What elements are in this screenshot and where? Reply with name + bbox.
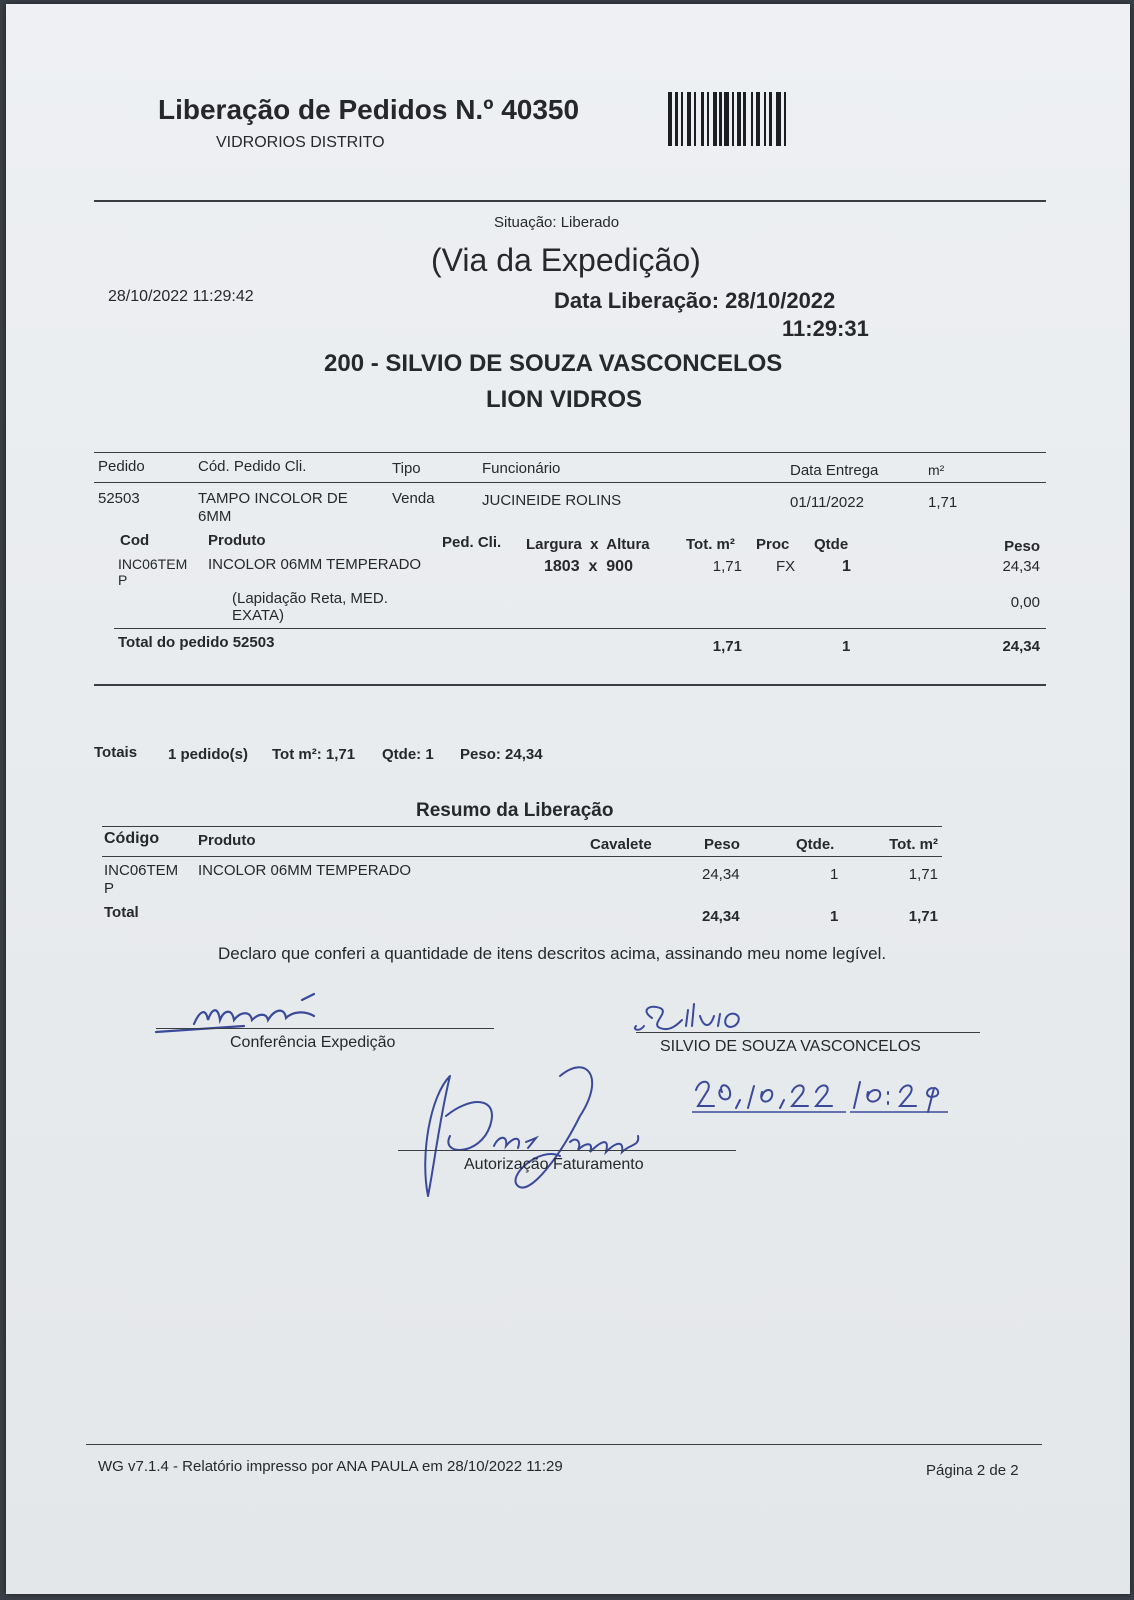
conferencia-label: Conferência Expedição bbox=[230, 1034, 396, 1051]
printed-timestamp: 28/10/2022 11:29:42 bbox=[108, 288, 254, 305]
order-table-top-border bbox=[94, 452, 1046, 453]
header-divider bbox=[94, 200, 1046, 202]
resumo-header-cavalete: Cavalete bbox=[590, 836, 652, 853]
resumo-header-border bbox=[102, 856, 942, 857]
report-title: Liberação de Pedidos N.º 40350 bbox=[158, 94, 580, 125]
totais-qtde: Qtde: 1 bbox=[382, 746, 434, 763]
resumo-qtde: 1 bbox=[830, 866, 839, 883]
order-data-entrega: 01/11/2022 bbox=[790, 494, 864, 511]
col-header-m2: m² bbox=[928, 462, 945, 478]
order-section-divider bbox=[94, 684, 1046, 686]
item-qtde: 1 bbox=[842, 558, 851, 575]
item-header-cod: Cod bbox=[120, 532, 150, 549]
order-total-qtde: 1 bbox=[842, 638, 851, 655]
order-table-header-border bbox=[94, 482, 1046, 483]
footer-page-number: Página 2 de 2 bbox=[926, 1462, 1019, 1479]
resumo-peso: 24,34 bbox=[702, 866, 740, 883]
autorizacao-label: Autorização Faturamento bbox=[464, 1156, 644, 1173]
resumo-header-produto: Produto bbox=[198, 832, 256, 849]
autorizacao-signature bbox=[410, 1056, 650, 1206]
order-funcionario: JUCINEIDE ROLINS bbox=[482, 492, 622, 509]
col-header-funcionario: Funcionário bbox=[482, 460, 561, 477]
totais-label: Totais bbox=[94, 744, 138, 761]
handwritten-date bbox=[688, 1068, 968, 1118]
data-liberacao: Data Liberação: 28/10/2022 bbox=[554, 288, 836, 313]
resumo-tot-m2: 1,71 bbox=[908, 866, 938, 883]
item-cod-cont: P bbox=[118, 572, 128, 588]
order-cod-pedido-cli-cont: 6MM bbox=[198, 508, 232, 525]
col-header-cod-pedido-cli: Cód. Pedido Cli. bbox=[198, 458, 307, 475]
item-sub-description-cont: EXATA) bbox=[232, 607, 284, 624]
item-sub-peso: 0,00 bbox=[1010, 594, 1040, 611]
declaration-text: Declaro que conferi a quantidade de itens descritos acima, assinando meu nome legível. bbox=[218, 944, 887, 963]
report-page bbox=[6, 4, 1130, 1594]
col-header-data-entrega: Data Entrega bbox=[790, 462, 879, 479]
resumo-total-label: Total bbox=[104, 904, 139, 921]
item-header-peso: Peso bbox=[1004, 538, 1040, 555]
item-sub-description: (Lapidação Reta, MED. bbox=[232, 590, 388, 607]
resumo-header-codigo: Código bbox=[104, 830, 160, 847]
order-tipo: Venda bbox=[392, 490, 435, 507]
footer-printed-by: WG v7.1.4 - Relatório impresso por ANA PAULA em 28/10/2022 11:29 bbox=[98, 1458, 563, 1475]
data-liberacao-time: 11:29:31 bbox=[782, 316, 869, 341]
item-header-produto: Produto bbox=[208, 532, 266, 549]
resumo-header-tot-m2: Tot. m² bbox=[889, 836, 938, 853]
totais-tot-m2: Tot m²: 1,71 bbox=[272, 746, 356, 763]
resumo-top-border bbox=[102, 826, 942, 827]
client-line bbox=[636, 1032, 980, 1033]
item-peso: 24,34 bbox=[1002, 558, 1040, 575]
resumo-title: Resumo da Liberação bbox=[416, 800, 614, 821]
order-cod-pedido-cli: TAMPO INCOLOR DE bbox=[198, 490, 348, 507]
item-produto: INCOLOR 06MM TEMPERADO bbox=[208, 556, 422, 573]
client-name: 200 - SILVIO DE SOUZA VASCONCELOS bbox=[324, 350, 783, 377]
conferencia-line bbox=[156, 1028, 494, 1029]
resumo-total-tot-m2: 1,71 bbox=[908, 908, 938, 925]
item-proc: FX bbox=[776, 558, 796, 575]
item-header-ped-cli: Ped. Cli. bbox=[442, 534, 502, 551]
resumo-header-qtde: Qtde. bbox=[796, 836, 835, 853]
resumo-codigo: INC06TEM bbox=[104, 862, 179, 879]
order-total-peso: 24,34 bbox=[1002, 638, 1040, 655]
footer-divider bbox=[86, 1444, 1042, 1445]
order-pedido: 52503 bbox=[98, 490, 140, 507]
item-largura-altura: 1803 x 900 bbox=[544, 558, 633, 575]
barcode-image bbox=[668, 92, 840, 146]
autorizacao-line bbox=[398, 1150, 736, 1151]
via-title: (Via da Expedição) bbox=[431, 242, 701, 278]
order-total-tot-m2: 1,71 bbox=[712, 638, 742, 655]
resumo-produto: INCOLOR 06MM TEMPERADO bbox=[198, 862, 412, 879]
order-total-label: Total do pedido 52503 bbox=[118, 634, 275, 651]
client-company: LION VIDROS bbox=[486, 386, 643, 413]
item-header-proc: Proc bbox=[756, 536, 790, 553]
totais-pedidos: 1 pedido(s) bbox=[168, 746, 249, 763]
conferencia-signature bbox=[154, 990, 394, 1038]
order-m2: 1,71 bbox=[928, 494, 958, 511]
item-header-tot-m2: Tot. m² bbox=[686, 536, 735, 553]
col-header-pedido: Pedido bbox=[98, 458, 145, 475]
resumo-total-peso: 24,34 bbox=[702, 908, 740, 925]
item-cod: INC06TEM bbox=[118, 556, 188, 572]
resumo-codigo-cont: P bbox=[104, 880, 115, 897]
company-name: VIDRORIOS DISTRITO bbox=[216, 134, 385, 151]
situacao-label: Situação: Liberado bbox=[494, 214, 620, 231]
col-header-tipo: Tipo bbox=[392, 460, 421, 477]
item-tot-m2: 1,71 bbox=[712, 558, 742, 575]
client-signature-label: SILVIO DE SOUZA VASCONCELOS bbox=[660, 1038, 921, 1055]
resumo-header-peso: Peso bbox=[704, 836, 740, 853]
order-total-border bbox=[114, 628, 1046, 629]
item-header-largura-altura: Largura x Altura bbox=[526, 536, 650, 553]
totais-peso: Peso: 24,34 bbox=[460, 746, 543, 763]
item-header-qtde: Qtde bbox=[814, 536, 849, 553]
resumo-total-qtde: 1 bbox=[830, 908, 839, 925]
